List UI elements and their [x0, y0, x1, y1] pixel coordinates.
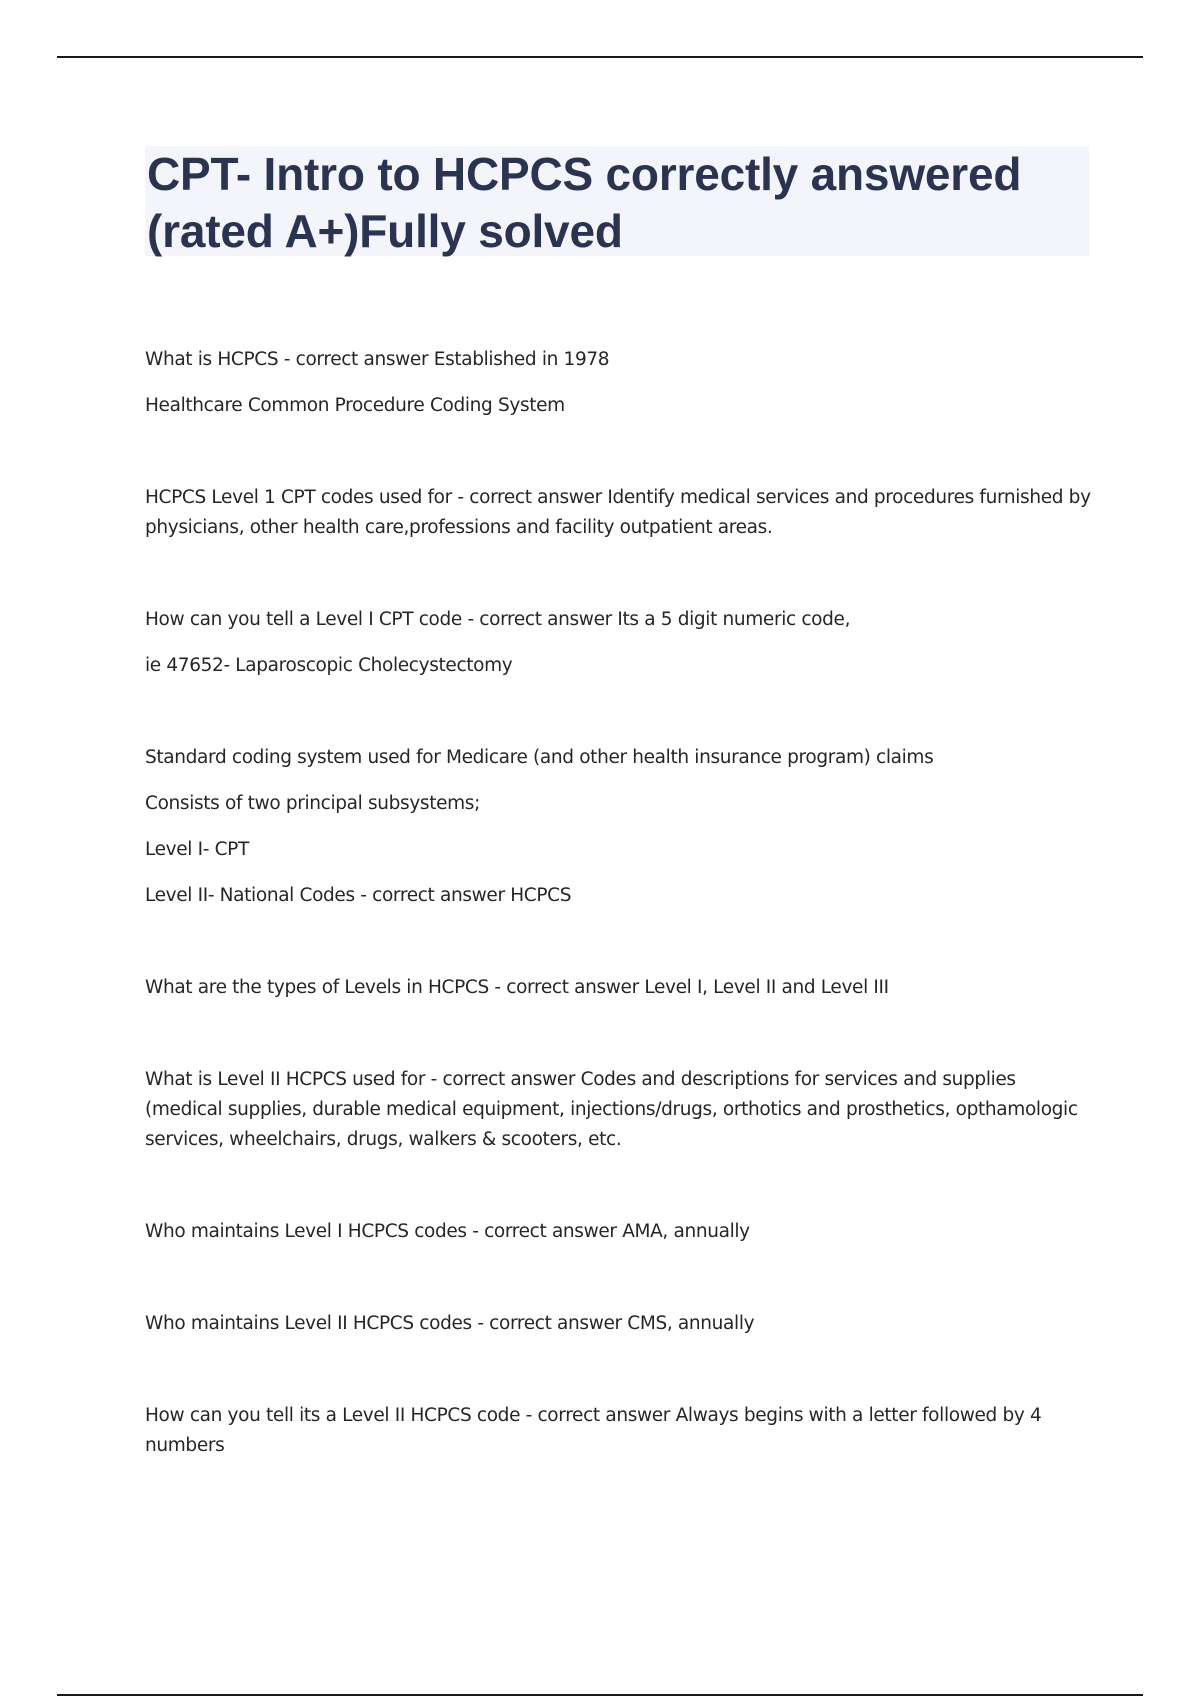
qa-entry — [145, 605, 1095, 681]
qa-entry — [145, 743, 1095, 911]
entry-line: What is Level II HCPCS used for - correct answer Codes and descriptions for services and supplies (medical supplies, durable medical equipment, injections/drugs, orthotics and prosthetics, opthamologic services, wheelchairs, drugs, walkers & scooters, etc. — [145, 1069, 1078, 1150]
qa-entry — [145, 1217, 1095, 1247]
header-rule — [57, 56, 1143, 58]
qa-entry — [145, 1401, 1095, 1461]
qa-entry — [145, 1065, 1095, 1155]
entry-line: Consists of two principal subsystems; — [145, 793, 480, 814]
entry-line: Healthcare Common Procedure Coding System — [145, 395, 565, 416]
qa-entry — [145, 1309, 1095, 1339]
entry-line: Who maintains Level II HCPCS codes - correct answer CMS, annually — [145, 1313, 755, 1334]
entry-line: How can you tell its a Level II HCPCS code - correct answer Always begins with a letter followed by 4 numbers — [145, 1405, 1042, 1456]
footer-rule — [57, 1694, 1143, 1696]
entry-line: Who maintains Level I HCPCS codes - correct answer AMA, annually — [145, 1221, 750, 1242]
qa-entry — [145, 973, 1095, 1003]
title-block — [145, 146, 1089, 256]
document-title: CPT- Intro to HCPCS correctly answered (rated A+)Fully solved — [147, 148, 1022, 257]
entry-line: Level I- CPT — [145, 839, 249, 860]
entry-line: Level II- National Codes - correct answer HCPCS — [145, 885, 572, 906]
document-body — [145, 345, 1095, 1477]
qa-entry — [145, 483, 1095, 543]
entry-line: HCPCS Level 1 CPT codes used for - correct answer Identify medical services and procedures furnished by physicians, other health care,professions and facility outpatient areas. — [145, 487, 1091, 538]
entry-line: What is HCPCS - correct answer Established in 1978 — [145, 349, 610, 370]
qa-entry — [145, 345, 1095, 421]
entry-line: ie 47652- Laparoscopic Cholecystectomy — [145, 655, 513, 676]
entry-line: Standard coding system used for Medicare (and other health insurance program) claims — [145, 747, 934, 768]
entry-line: What are the types of Levels in HCPCS - correct answer Level I, Level II and Level III — [145, 977, 889, 998]
entry-line: How can you tell a Level I CPT code - correct answer Its a 5 digit numeric code, — [145, 609, 851, 630]
